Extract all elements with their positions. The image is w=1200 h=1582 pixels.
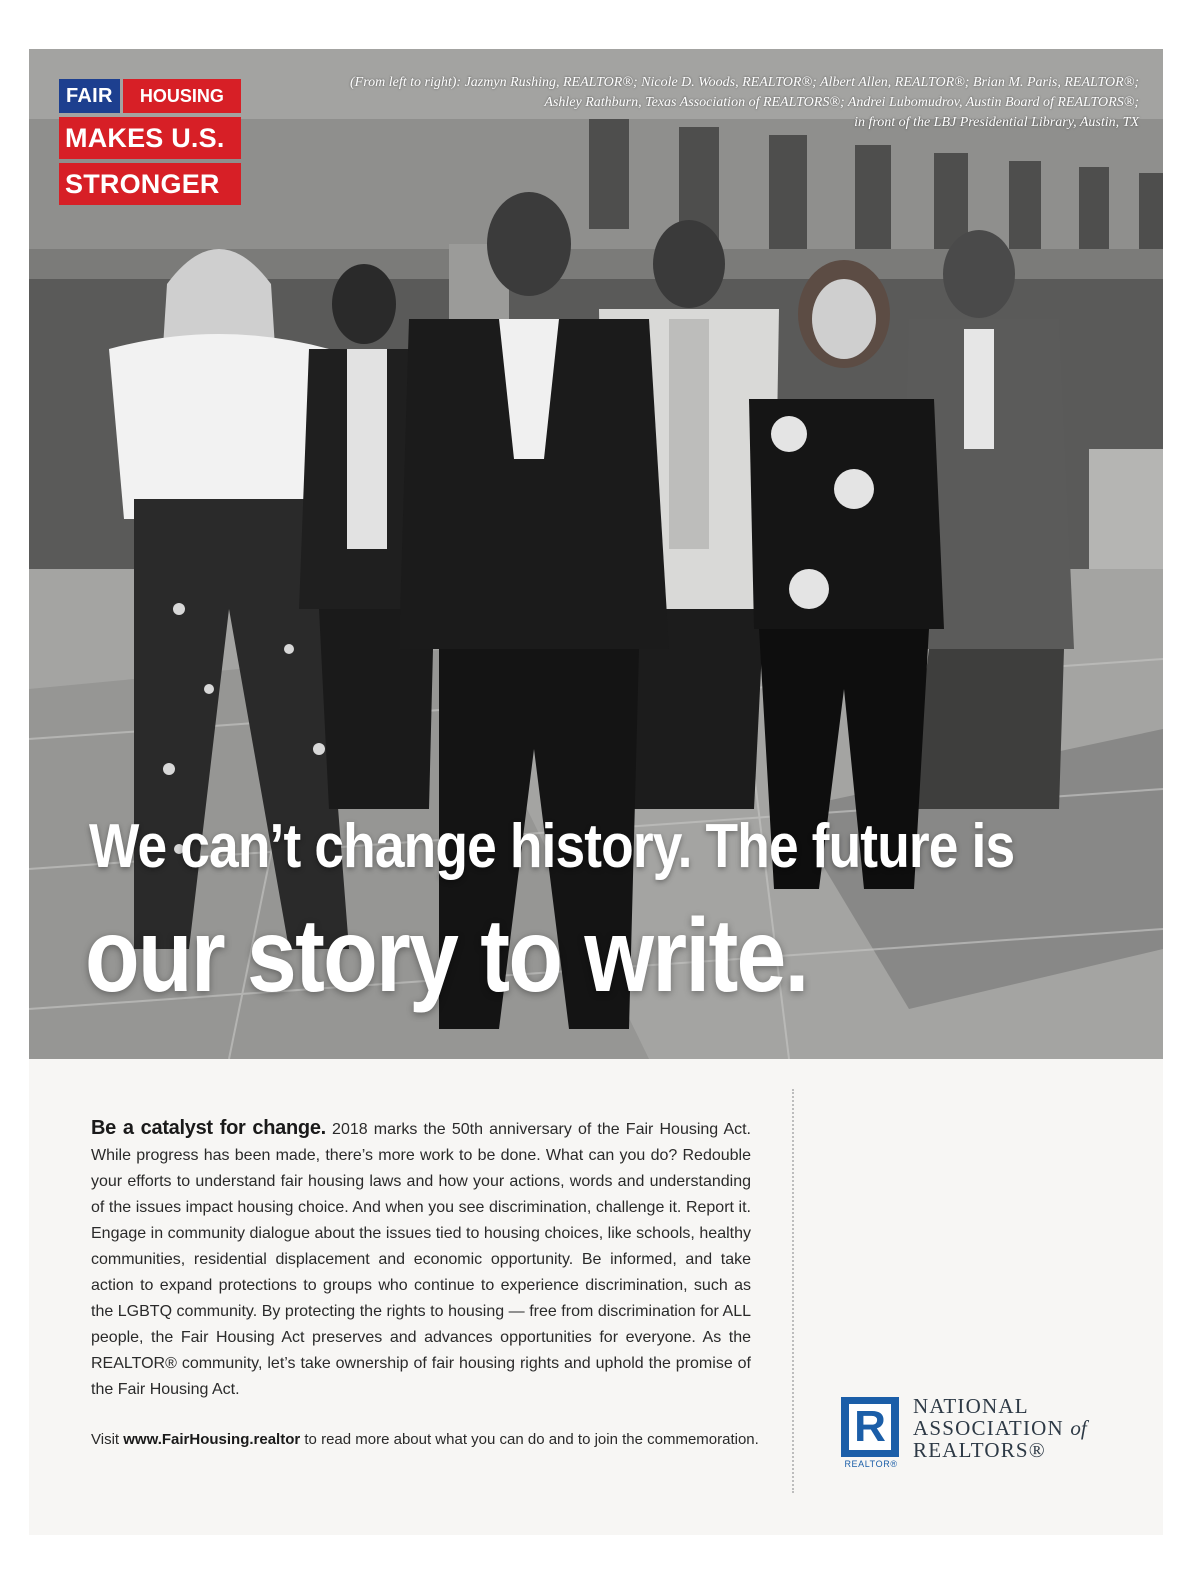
body-text: 2018 marks the 50th anniversary of the Fair Housing Act. While progress has been made, there’s more work to be done. What can you do? Redouble your efforts to understand fair housing laws and how your actions, words and understanding of the issues impact housing choice. And when you see discrimination, challenge it. Report it. Engage in community dialogue about the issues tied to housing choices, like schools, healthy communities, residential displacement and economic opportunity. Be informed, and take action to expand protections to groups who continue to experience discrimination, such as the LGBTQ community. By protecting the rights to housing — free from discrimination for ALL people, the Fair Housing Act preserves and advances opportunities for everyone. As the REALTOR® community, let’s take ownership of fair housing rights and uphold the promise of the Fair Housing Act. <box>91 1121 751 1398</box>
headline-line-2: our story to write. <box>85 898 808 1014</box>
visit-prefix: Visit <box>91 1431 120 1448</box>
realtor-r-letter: R <box>854 1402 886 1451</box>
fair-housing-badge <box>59 79 241 205</box>
ad-page <box>29 49 1163 1535</box>
group-photo <box>29 49 1163 1059</box>
headline-line-1: We can’t change history. The future is <box>89 812 1015 881</box>
photo-caption <box>309 73 1139 133</box>
nar-logo <box>841 1389 1121 1479</box>
badge-makes-us-text: MAKES U.S. <box>59 117 241 159</box>
realtor-mark-caption: REALTOR® <box>844 1459 898 1469</box>
visit-url-link[interactable]: www.FairHousing.realtor <box>123 1431 301 1448</box>
nar-name <box>913 1395 1087 1461</box>
vertical-divider <box>792 1089 794 1493</box>
nar-line-1: NATIONAL <box>913 1394 1029 1418</box>
caption-line-1: (From left to right): Jazmyn Rushing, REALTOR®; Nicole D. Woods, REALTOR®; Albert Allen, REALTOR®; Brian M. Paris, REALTOR®; <box>350 75 1139 90</box>
caption-line-3: in front of the LBJ Presidential Library, Austin, TX <box>854 115 1139 130</box>
badge-fair-text: FAIR <box>59 79 120 113</box>
body-lead: Be a catalyst for change. <box>91 1117 326 1139</box>
caption-line-2: Ashley Rathburn, Texas Association of REALTORS®; Andrei Lubomudrov, Austin Board of REALTORS®; <box>544 95 1139 110</box>
realtor-r-icon <box>841 1397 899 1457</box>
nar-line-3: REALTORS® <box>913 1438 1046 1462</box>
badge-stronger-text: STRONGER <box>59 163 241 205</box>
nar-line-2-of: of <box>1070 1416 1087 1440</box>
badge-housing-text: HOUSING <box>123 79 241 113</box>
visit-line <box>91 1431 771 1448</box>
visit-suffix: to read more about what you can do and to join the commemoration. <box>304 1431 759 1448</box>
nar-line-2: ASSOCIATION <box>913 1416 1064 1440</box>
body-paragraph <box>91 1115 751 1403</box>
